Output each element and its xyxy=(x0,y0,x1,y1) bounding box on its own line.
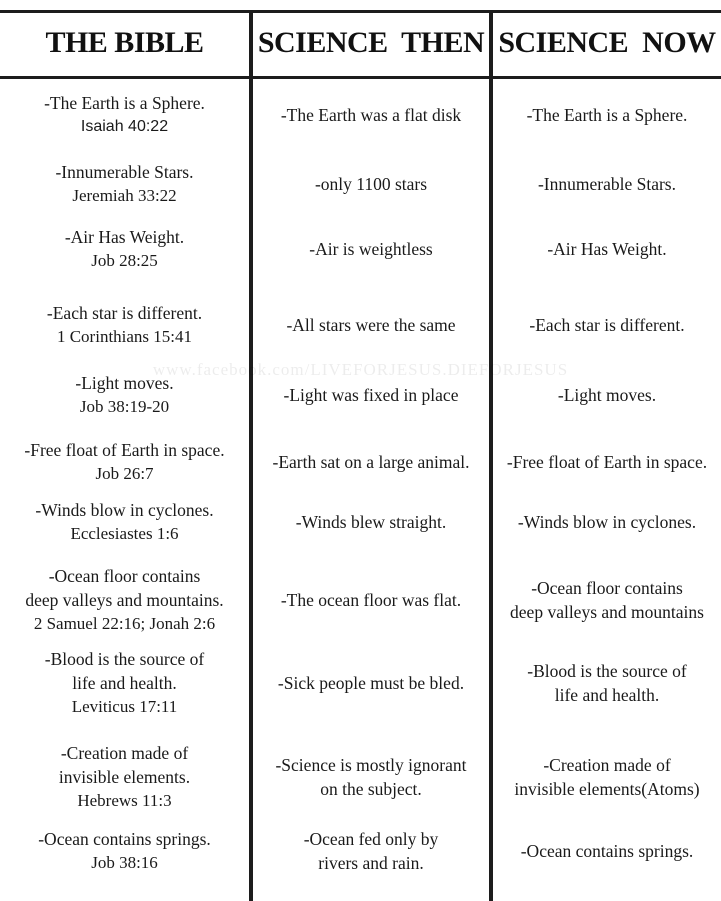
now-text-line: -Each star is different. xyxy=(529,315,685,335)
header-science-then: SCIENCE THEN xyxy=(257,26,485,59)
then-text-line: -Light was fixed in place xyxy=(283,385,459,405)
now-cell xyxy=(493,362,721,428)
bible-cell xyxy=(0,151,249,217)
now-text-line: invisible elements(Atoms) xyxy=(514,779,700,799)
scripture-reference: Isaiah 40:22 xyxy=(80,118,169,135)
then-cell xyxy=(253,292,489,358)
then-text-line: -All stars were the same xyxy=(286,315,456,335)
then-text-line: -Air is weightless xyxy=(309,239,433,259)
now-text-line: -Ocean floor contains xyxy=(531,578,683,598)
bible-text-line: -Blood is the source of xyxy=(44,649,205,669)
bible-text-line: invisible elements. xyxy=(58,767,191,787)
header-the-bible: THE BIBLE xyxy=(45,26,204,59)
now-text-line: -Light moves. xyxy=(557,385,657,405)
bible-text-line: -Winds blow in cyclones. xyxy=(35,500,214,520)
then-cell xyxy=(253,489,489,555)
now-text-line: -Creation made of xyxy=(543,755,671,775)
header-science-now: SCIENCE NOW xyxy=(498,26,716,59)
now-cell xyxy=(493,744,721,810)
scripture-reference: Job 38:16 xyxy=(91,853,158,872)
bible-cell xyxy=(0,567,249,633)
now-text-line: -Winds blow in cyclones. xyxy=(517,512,697,532)
then-cell xyxy=(253,151,489,217)
then-text-line: -Winds blew straight. xyxy=(295,512,447,532)
then-cell xyxy=(253,362,489,428)
then-cell xyxy=(253,818,489,884)
then-cell xyxy=(253,567,489,633)
bible-text-line: -Light moves. xyxy=(75,373,174,393)
then-text-line: -Ocean fed only by xyxy=(303,829,439,849)
then-text-line: rivers and rain. xyxy=(318,853,424,873)
scripture-reference: Job 26:7 xyxy=(95,464,154,483)
scripture-reference: 2 Samuel 22:16; Jonah 2:6 xyxy=(33,614,216,633)
then-text-line: -Science is mostly ignorant xyxy=(275,755,467,775)
now-cell xyxy=(493,650,721,716)
then-cell xyxy=(253,82,489,148)
bible-text-line: -Each star is different. xyxy=(46,303,203,323)
now-text-line: -Blood is the source of xyxy=(527,661,687,681)
bible-text-line: life and health. xyxy=(72,673,177,693)
bible-cell xyxy=(0,818,249,884)
scripture-reference: Job 38:19-20 xyxy=(79,397,170,416)
watermark-text: www.facebook.com/LIVEFORJESUS.DIEFORJESUS xyxy=(152,360,569,379)
then-text-line: -The ocean floor was flat. xyxy=(280,590,462,610)
scripture-reference: Job 28:25 xyxy=(91,251,158,270)
now-cell xyxy=(493,489,721,555)
then-cell xyxy=(253,216,489,282)
then-cell xyxy=(253,429,489,495)
now-text-line: -Ocean contains springs. xyxy=(520,841,694,861)
bible-cell xyxy=(0,489,249,555)
bible-text-line: -Innumerable Stars. xyxy=(55,162,194,182)
now-cell xyxy=(493,216,721,282)
now-cell xyxy=(493,292,721,358)
then-text-line: -only 1100 stars xyxy=(314,174,428,194)
bible-text-line: deep valleys and mountains. xyxy=(25,590,224,610)
now-cell xyxy=(493,818,721,884)
comparison-table xyxy=(0,10,721,901)
now-cell xyxy=(493,567,721,633)
scripture-reference: Ecclesiastes 1:6 xyxy=(70,524,179,543)
now-cell xyxy=(493,82,721,148)
bible-cell xyxy=(0,216,249,282)
scripture-reference: Jeremiah 33:22 xyxy=(72,186,177,205)
bible-cell xyxy=(0,292,249,358)
scripture-reference: Leviticus 17:11 xyxy=(71,697,178,716)
bible-text-line: -Creation made of xyxy=(60,743,189,763)
now-text-line: -Air Has Weight. xyxy=(547,239,667,259)
bible-cell xyxy=(0,650,249,716)
then-text-line: on the subject. xyxy=(320,779,422,799)
bible-text-line: -Air Has Weight. xyxy=(64,227,185,247)
bible-cell xyxy=(0,744,249,810)
then-text-line: -The Earth was a flat disk xyxy=(280,105,462,125)
bible-cell xyxy=(0,82,249,148)
bible-cell xyxy=(0,429,249,495)
now-text-line: -Free float of Earth in space. xyxy=(506,452,708,472)
bible-text-line: -Ocean floor contains xyxy=(48,566,201,586)
scripture-reference: Hebrews 11:3 xyxy=(77,791,172,810)
scripture-reference: 1 Corinthians 15:41 xyxy=(56,327,193,346)
now-text-line: -Innumerable Stars. xyxy=(537,174,676,194)
now-text-line: deep valleys and mountains xyxy=(510,602,704,622)
now-text-line: life and health. xyxy=(554,685,660,705)
then-text-line: -Sick people must be bled. xyxy=(277,673,465,693)
bible-text-line: -Free float of Earth in space. xyxy=(24,440,225,460)
bible-text-line: -Ocean contains springs. xyxy=(38,829,211,849)
now-cell xyxy=(493,151,721,217)
header-bottom-border xyxy=(0,76,721,79)
bible-cell xyxy=(0,362,249,428)
then-text-line: -Earth sat on a large animal. xyxy=(272,452,470,472)
then-cell xyxy=(253,650,489,716)
now-text-line: -The Earth is a Sphere. xyxy=(526,105,688,125)
bible-text-line: -The Earth is a Sphere. xyxy=(44,93,205,113)
then-cell xyxy=(253,744,489,810)
now-cell xyxy=(493,429,721,495)
